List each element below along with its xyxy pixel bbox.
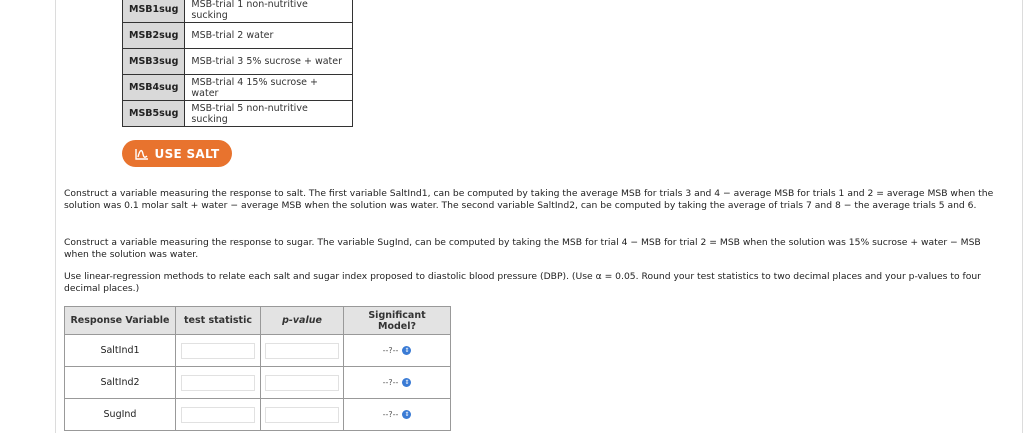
table-row <box>65 399 451 431</box>
instruction-regression: Use linear-regression methods to relate each salt and sugar index proposed to diastolic blood pressure (DBP). (Use α = 0.05. Round your test statistics to two decimal places and your p-values to four decimal places.) <box>64 271 981 295</box>
significant-model-select[interactable] <box>383 410 412 419</box>
use-salt-button[interactable] <box>122 140 232 167</box>
select-value: --?-- <box>382 410 399 419</box>
variable-code: MSB5sug <box>123 101 185 127</box>
table-row <box>123 101 353 127</box>
response-variable: SaltInd2 <box>65 367 176 399</box>
header-response-variable: Response Variable <box>65 307 176 335</box>
variable-description: MSB-trial 1 non-nutritive sucking <box>185 0 353 23</box>
select-value: --?-- <box>382 346 399 355</box>
variable-code: MSB2sug <box>123 23 185 49</box>
variable-table <box>122 0 353 127</box>
variable-description: MSB-trial 2 water <box>185 23 353 49</box>
table-row <box>123 0 353 23</box>
results-table <box>64 306 451 431</box>
use-salt-label: USE SALT <box>154 146 220 161</box>
test-statistic-input[interactable] <box>181 343 255 359</box>
p-value-input[interactable] <box>265 375 339 391</box>
test-statistic-input[interactable] <box>181 375 255 391</box>
header-p-value: p-value <box>261 307 344 335</box>
variable-code: MSB4sug <box>123 75 185 101</box>
table-row <box>65 367 451 399</box>
select-arrows-icon: ⇕ <box>404 347 410 354</box>
p-value-input[interactable] <box>265 407 339 423</box>
response-variable: SugInd <box>65 399 176 431</box>
instruction-sugar: Construct a variable measuring the response to sugar. The variable SugInd, can be computed by taking the MSB for trial 4 − MSB for trial 2 = MSB when the solution was 15% sucrose + water − MSB when the solution was water. <box>64 237 981 261</box>
table-row <box>123 23 353 49</box>
select-value: --?-- <box>382 378 399 387</box>
variable-code: MSB1sug <box>123 0 185 23</box>
variable-description: MSB-trial 3 5% sucrose + water <box>185 49 353 75</box>
select-arrows-icon: ⇕ <box>404 411 410 418</box>
significant-model-select[interactable] <box>383 378 412 387</box>
select-arrows-icon: ⇕ <box>404 379 410 386</box>
variable-description: MSB-trial 4 15% sucrose + water <box>185 75 353 101</box>
table-row <box>123 49 353 75</box>
response-variable: SaltInd1 <box>65 335 176 367</box>
p-value-input[interactable] <box>265 343 339 359</box>
variable-description: MSB-trial 5 non-nutritive sucking <box>185 101 353 127</box>
header-test-statistic: test statistic <box>176 307 261 335</box>
table-row <box>65 335 451 367</box>
results-header-row <box>65 307 451 335</box>
variable-code: MSB3sug <box>123 49 185 75</box>
test-statistic-input[interactable] <box>181 407 255 423</box>
header-significant-model: Significant Model? <box>344 307 451 335</box>
table-row <box>123 75 353 101</box>
instruction-salt: Construct a variable measuring the response to salt. The first variable SaltInd1, can be computed by taking the average MSB for trials 3 and 4 − average MSB for trials 1 and 2 = average MSB when the solution was 0.1 molar salt + water − average MSB when the solution was water. The second variable SaltInd2, can be computed by taking the average of trials 7 and 8 − the average trials 5 and 6. <box>64 188 994 212</box>
significant-model-select[interactable] <box>383 346 412 355</box>
salt-chart-icon <box>135 148 149 160</box>
